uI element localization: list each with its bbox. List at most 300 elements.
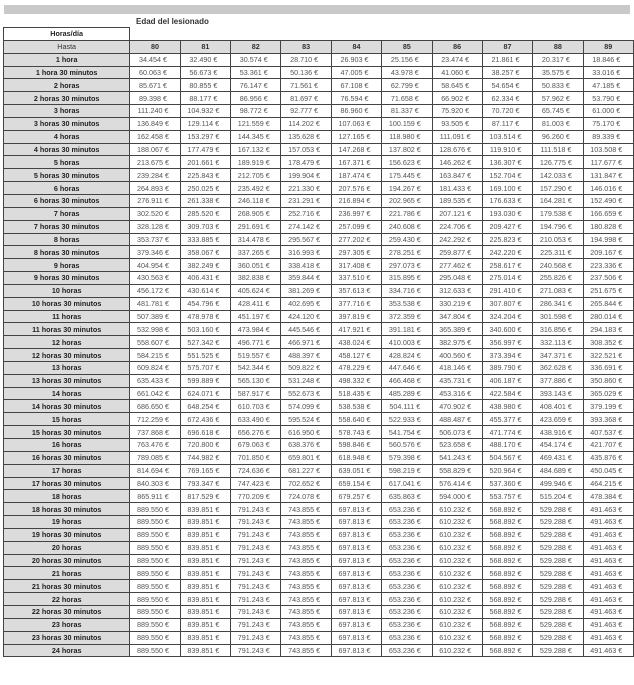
amount-cell: 209.427 € <box>482 220 532 233</box>
amount-cell: 252.716 € <box>281 207 331 220</box>
amount-cell: 488.397 € <box>281 349 331 362</box>
amount-cell: 62.334 € <box>482 92 532 105</box>
top-shaded-bar <box>4 5 630 14</box>
amount-cell: 697.813 € <box>331 567 381 580</box>
amount-cell: 610.703 € <box>231 400 281 413</box>
amount-cell: 250.025 € <box>180 182 230 195</box>
amount-cell: 261.338 € <box>180 194 230 207</box>
amount-cell: 142.033 € <box>533 169 583 182</box>
table-row <box>4 387 634 400</box>
amount-cell: 377.716 € <box>331 297 381 310</box>
amount-cell: 568.892 € <box>482 644 532 657</box>
amount-cell: 96.260 € <box>533 130 583 143</box>
amount-cell: 491.463 € <box>583 516 633 529</box>
row-label: 16 horas <box>4 439 130 452</box>
amount-cell: 889.550 € <box>130 618 180 631</box>
amount-cell: 176.633 € <box>482 194 532 207</box>
table-row <box>4 233 634 246</box>
amount-cell: 57.962 € <box>533 92 583 105</box>
table-row <box>4 323 634 336</box>
amount-cell: 301.598 € <box>533 310 583 323</box>
amount-cell: 724.078 € <box>281 490 331 503</box>
amount-cell: 529.288 € <box>533 503 583 516</box>
blank-cell <box>130 28 634 41</box>
row-label: 7 horas 30 minutos <box>4 220 130 233</box>
amount-cell: 455.377 € <box>482 413 532 426</box>
amount-cell: 485.289 € <box>382 387 432 400</box>
amount-cell: 119.910 € <box>482 143 532 156</box>
amount-cell: 445.546 € <box>281 323 331 336</box>
row-label: 11 horas <box>4 310 130 323</box>
row-label: 21 horas <box>4 567 130 580</box>
amount-cell: 147.268 € <box>331 143 381 156</box>
amount-cell: 889.550 € <box>130 631 180 644</box>
amount-cell: 87.117 € <box>482 117 532 130</box>
amount-cell: 469.431 € <box>533 451 583 464</box>
row-label: 18 horas <box>4 490 130 503</box>
amount-cell: 720.800 € <box>180 439 230 452</box>
amount-cell: 529.288 € <box>533 593 583 606</box>
amount-cell: 672.436 € <box>180 413 230 426</box>
amount-cell: 207.121 € <box>432 207 482 220</box>
amount-cell: 438.916 € <box>533 426 583 439</box>
row-label: 12 horas <box>4 336 130 349</box>
amount-cell: 224.706 € <box>432 220 482 233</box>
amount-cell: 23.474 € <box>432 53 482 66</box>
amount-cell: 522.933 € <box>382 413 432 426</box>
row-label: 20 horas <box>4 541 130 554</box>
amount-cell: 65.745 € <box>533 105 583 118</box>
amount-cell: 653.236 € <box>382 503 432 516</box>
amount-cell: 402.695 € <box>281 297 331 310</box>
row-label: 20 horas 30 minutos <box>4 554 130 567</box>
amount-cell: 499.946 € <box>533 477 583 490</box>
amount-cell: 193.030 € <box>482 207 532 220</box>
amount-cell: 286.341 € <box>533 297 583 310</box>
amount-cell: 458.127 € <box>331 349 381 362</box>
amount-cell: 538.538 € <box>331 400 381 413</box>
amount-cell: 428.824 € <box>382 349 432 362</box>
amount-cell: 478.229 € <box>331 361 381 374</box>
amount-cell: 552.673 € <box>281 387 331 400</box>
table-row <box>4 143 634 156</box>
amount-cell: 889.550 € <box>130 605 180 618</box>
amount-cell: 697.813 € <box>331 516 381 529</box>
amount-cell: 334.716 € <box>382 284 432 297</box>
amount-cell: 423.659 € <box>533 413 583 426</box>
amount-cell: 397.819 € <box>331 310 381 323</box>
amount-cell: 188.067 € <box>130 143 180 156</box>
amount-cell: 410.003 € <box>382 336 432 349</box>
amount-cell: 53.361 € <box>231 66 281 79</box>
amount-cell: 127.165 € <box>331 130 381 143</box>
amount-cell: 302.520 € <box>130 207 180 220</box>
table-row <box>4 105 634 118</box>
amount-cell: 551.525 € <box>180 349 230 362</box>
amount-cell: 520.964 € <box>482 464 532 477</box>
row-label: 23 horas 30 minutos <box>4 631 130 644</box>
amount-cell: 617.041 € <box>382 477 432 490</box>
amount-cell: 697.813 € <box>331 618 381 631</box>
amount-cell: 491.463 € <box>583 644 633 657</box>
amount-cell: 246.118 € <box>231 194 281 207</box>
amount-cell: 357.613 € <box>331 284 381 297</box>
amount-cell: 686.650 € <box>130 400 180 413</box>
amount-cell: 697.813 € <box>331 503 381 516</box>
amount-cell: 103.514 € <box>482 130 532 143</box>
amount-cell: 529.288 € <box>533 516 583 529</box>
amount-cell: 356.997 € <box>482 336 532 349</box>
amount-cell: 889.550 € <box>130 516 180 529</box>
amount-cell: 515.204 € <box>533 490 583 503</box>
amount-cell: 594.000 € <box>432 490 482 503</box>
amount-cell: 529.288 € <box>533 541 583 554</box>
amount-cell: 164.281 € <box>533 194 583 207</box>
amount-cell: 529.288 € <box>533 580 583 593</box>
amount-cell: 337.265 € <box>231 246 281 259</box>
age-header-80: 80 <box>130 40 180 53</box>
amount-cell: 653.236 € <box>382 618 432 631</box>
amount-cell: 131.847 € <box>583 169 633 182</box>
amount-cell: 568.892 € <box>482 631 532 644</box>
amount-cell: 610.232 € <box>432 503 482 516</box>
amount-cell: 653.236 € <box>382 605 432 618</box>
amount-cell: 438.024 € <box>331 336 381 349</box>
amount-cell: 315.895 € <box>382 272 432 285</box>
amount-cell: 418.146 € <box>432 361 482 374</box>
amount-cell: 428.411 € <box>231 297 281 310</box>
amount-cell: 333.885 € <box>180 233 230 246</box>
amount-cell: 491.463 € <box>583 503 633 516</box>
row-label: 13 horas <box>4 361 130 374</box>
amount-cell: 216.894 € <box>331 194 381 207</box>
table-body <box>4 28 634 657</box>
amount-cell: 61.000 € <box>583 105 633 118</box>
table-row <box>4 53 634 66</box>
amount-cell: 25.156 € <box>382 53 432 66</box>
amount-cell: 610.232 € <box>432 593 482 606</box>
row-label: 4 horas <box>4 130 130 143</box>
amount-cell: 587.917 € <box>231 387 281 400</box>
amount-cell: 653.236 € <box>382 516 432 529</box>
amount-cell: 491.463 € <box>583 618 633 631</box>
amount-cell: 889.550 € <box>130 503 180 516</box>
amount-cell: 504.111 € <box>382 400 432 413</box>
amount-cell: 791.243 € <box>231 503 281 516</box>
row-label: 15 horas <box>4 413 130 426</box>
amount-cell: 584.215 € <box>130 349 180 362</box>
amount-cell: 54.654 € <box>482 79 532 92</box>
amount-cell: 791.243 € <box>231 567 281 580</box>
amount-cell: 697.813 € <box>331 528 381 541</box>
amount-cell: 360.051 € <box>231 259 281 272</box>
header-row <box>4 40 634 53</box>
amount-cell: 225.823 € <box>482 233 532 246</box>
amount-cell: 697.813 € <box>331 605 381 618</box>
amount-cell: 417.921 € <box>331 323 381 336</box>
amount-cell: 791.243 € <box>231 528 281 541</box>
amount-cell: 146.016 € <box>583 182 633 195</box>
amount-cell: 504.567 € <box>482 451 532 464</box>
amount-cell: 81.337 € <box>382 105 432 118</box>
amount-cell: 314.478 € <box>231 233 281 246</box>
amount-cell: 358.067 € <box>180 246 230 259</box>
amount-cell: 653.236 € <box>382 644 432 657</box>
amount-cell: 839.851 € <box>180 605 230 618</box>
amount-cell: 839.851 € <box>180 528 230 541</box>
amount-cell: 373.394 € <box>482 349 532 362</box>
amount-cell: 75.170 € <box>583 117 633 130</box>
row-label: 4 horas 30 minutos <box>4 143 130 156</box>
amount-cell: 430.563 € <box>130 272 180 285</box>
amount-cell: 404.954 € <box>130 259 180 272</box>
table-row <box>4 618 634 631</box>
amount-cell: 610.232 € <box>432 631 482 644</box>
amount-cell: 291.410 € <box>482 284 532 297</box>
amount-cell: 610.232 € <box>432 554 482 567</box>
amount-cell: 889.550 € <box>130 554 180 567</box>
row-label: 10 horas 30 minutos <box>4 297 130 310</box>
amount-cell: 340.600 € <box>482 323 532 336</box>
row-label: 17 horas <box>4 464 130 477</box>
row-label: 11 horas 30 minutos <box>4 323 130 336</box>
row-label: 9 horas 30 minutos <box>4 272 130 285</box>
amount-cell: 199.904 € <box>281 169 331 182</box>
amount-cell: 839.851 € <box>180 644 230 657</box>
amount-cell: 153.297 € <box>180 130 230 143</box>
amount-cell: 579.398 € <box>382 451 432 464</box>
amount-cell: 435.731 € <box>432 374 482 387</box>
amount-cell: 365.029 € <box>583 387 633 400</box>
amount-cell: 239.284 € <box>130 169 180 182</box>
amount-cell: 565.130 € <box>231 374 281 387</box>
amount-cell: 488.170 € <box>482 439 532 452</box>
age-header-84: 84 <box>331 40 381 53</box>
row-label: 5 horas 30 minutos <box>4 169 130 182</box>
table-row <box>4 297 634 310</box>
amount-cell: 117.677 € <box>583 156 633 169</box>
amount-cell: 258.617 € <box>482 259 532 272</box>
amount-cell: 527.342 € <box>180 336 230 349</box>
amount-cell: 322.521 € <box>583 349 633 362</box>
amount-cell: 213.675 € <box>130 156 180 169</box>
amount-cell: 531.248 € <box>281 374 331 387</box>
amount-cell: 496.771 € <box>231 336 281 349</box>
amount-cell: 379.346 € <box>130 246 180 259</box>
amount-cell: 519.557 € <box>231 349 281 362</box>
amount-cell: 865.911 € <box>130 490 180 503</box>
amount-cell: 491.463 € <box>583 528 633 541</box>
table-row <box>4 272 634 285</box>
amount-cell: 175.445 € <box>382 169 432 182</box>
amount-cell: 889.550 € <box>130 593 180 606</box>
amount-cell: 379.199 € <box>583 400 633 413</box>
amount-cell: 791.243 € <box>231 580 281 593</box>
table-row <box>4 220 634 233</box>
amount-cell: 653.236 € <box>382 541 432 554</box>
table-row <box>4 310 634 323</box>
amount-cell: 743.855 € <box>281 503 331 516</box>
amount-cell: 466.468 € <box>382 374 432 387</box>
amount-cell: 35.575 € <box>533 66 583 79</box>
row-label: 1 hora <box>4 53 130 66</box>
age-caption: Edad del lesionado <box>136 17 209 26</box>
age-header-81: 81 <box>180 40 230 53</box>
amount-cell: 30.574 € <box>231 53 281 66</box>
age-header-82: 82 <box>231 40 281 53</box>
row-label: 14 horas <box>4 387 130 400</box>
amount-cell: 568.892 € <box>482 593 532 606</box>
amount-cell: 648.254 € <box>180 400 230 413</box>
amount-cell: 697.813 € <box>331 644 381 657</box>
row-label: 23 horas <box>4 618 130 631</box>
amount-cell: 568.892 € <box>482 605 532 618</box>
table-row <box>4 516 634 529</box>
amount-cell: 178.479 € <box>281 156 331 169</box>
amount-cell: 839.851 € <box>180 618 230 631</box>
amount-cell: 659.154 € <box>331 477 381 490</box>
amount-cell: 542.344 € <box>231 361 281 374</box>
amount-cell: 839.851 € <box>180 631 230 644</box>
table-row <box>4 554 634 567</box>
amount-cell: 791.243 € <box>231 618 281 631</box>
amount-cell: 743.855 € <box>281 541 331 554</box>
amount-cell: 194.267 € <box>382 182 432 195</box>
amount-cell: 47.005 € <box>331 66 381 79</box>
amount-cell: 568.892 € <box>482 567 532 580</box>
amount-cell: 231.291 € <box>281 194 331 207</box>
amount-cell: 236.997 € <box>331 207 381 220</box>
amount-cell: 484.689 € <box>533 464 583 477</box>
amount-cell: 297.073 € <box>382 259 432 272</box>
amount-cell: 111.518 € <box>533 143 583 156</box>
amount-cell: 268.905 € <box>231 207 281 220</box>
table-row <box>4 130 634 143</box>
amount-cell: 264.893 € <box>130 182 180 195</box>
table-row <box>4 246 634 259</box>
amount-cell: 359.844 € <box>281 272 331 285</box>
amount-cell: 38.257 € <box>482 66 532 79</box>
amount-cell: 541.243 € <box>432 451 482 464</box>
amount-cell: 791.243 € <box>231 644 281 657</box>
amount-cell: 701.850 € <box>231 451 281 464</box>
amount-cell: 743.855 € <box>281 580 331 593</box>
amount-cell: 653.236 € <box>382 554 432 567</box>
amount-cell: 126.775 € <box>533 156 583 169</box>
amount-cell: 407.537 € <box>583 426 633 439</box>
amount-cell: 791.243 € <box>231 605 281 618</box>
amount-cell: 393.368 € <box>583 413 633 426</box>
amount-cell: 32.490 € <box>180 53 230 66</box>
amount-cell: 743.855 € <box>281 554 331 567</box>
amount-cell: 382.249 € <box>180 259 230 272</box>
amount-cell: 491.463 € <box>583 631 633 644</box>
amount-cell: 271.083 € <box>533 284 583 297</box>
amount-cell: 743.855 € <box>281 516 331 529</box>
amount-cell: 391.181 € <box>382 323 432 336</box>
amount-cell: 553.757 € <box>482 490 532 503</box>
amount-cell: 393.143 € <box>533 387 583 400</box>
amount-cell: 347.804 € <box>432 310 482 323</box>
amount-cell: 209.167 € <box>583 246 633 259</box>
amount-cell: 274.142 € <box>281 220 331 233</box>
amount-cell: 177.479 € <box>180 143 230 156</box>
amount-cell: 353.538 € <box>382 297 432 310</box>
amount-cell: 599.889 € <box>180 374 230 387</box>
table-row <box>4 439 634 452</box>
amount-cell: 473.984 € <box>231 323 281 336</box>
amount-cell: 163.847 € <box>432 169 482 182</box>
amount-cell: 242.220 € <box>482 246 532 259</box>
table-row <box>4 413 634 426</box>
amount-cell: 242.292 € <box>432 233 482 246</box>
column-header-hasta: Hasta <box>4 40 130 53</box>
row-label: 24 horas <box>4 644 130 657</box>
amount-cell: 743.855 € <box>281 631 331 644</box>
amount-cell: 202.965 € <box>382 194 432 207</box>
amount-cell: 251.675 € <box>583 284 633 297</box>
amount-cell: 744.982 € <box>180 451 230 464</box>
amount-cell: 791.243 € <box>231 554 281 567</box>
amount-cell: 21.861 € <box>482 53 532 66</box>
amount-cell: 406.431 € <box>180 272 230 285</box>
amount-cell: 659.801 € <box>281 451 331 464</box>
age-header-86: 86 <box>432 40 482 53</box>
amount-cell: 447.646 € <box>382 361 432 374</box>
amount-cell: 839.851 € <box>180 503 230 516</box>
table-row <box>4 66 634 79</box>
row-label: 16 horas 30 minutos <box>4 451 130 464</box>
amount-cell: 769.165 € <box>180 464 230 477</box>
amount-cell: 76.594 € <box>331 92 381 105</box>
amount-cell: 257.099 € <box>331 220 381 233</box>
row-label: 5 horas <box>4 156 130 169</box>
amount-cell: 889.550 € <box>130 580 180 593</box>
amount-cell: 157.053 € <box>281 143 331 156</box>
amount-cell: 26.903 € <box>331 53 381 66</box>
amount-cell: 635.863 € <box>382 490 432 503</box>
amount-cell: 277.202 € <box>331 233 381 246</box>
amount-cell: 491.463 € <box>583 605 633 618</box>
amount-cell: 747.423 € <box>231 477 281 490</box>
amount-cell: 653.236 € <box>382 580 432 593</box>
amount-cell: 136.307 € <box>482 156 532 169</box>
amount-cell: 491.463 € <box>583 567 633 580</box>
table-row <box>4 207 634 220</box>
amount-cell: 791.243 € <box>231 593 281 606</box>
row-label: 6 horas <box>4 182 130 195</box>
amount-cell: 152.704 € <box>482 169 532 182</box>
amount-cell: 128.676 € <box>432 143 482 156</box>
amount-cell: 295.567 € <box>281 233 331 246</box>
amount-cell: 221.330 € <box>281 182 331 195</box>
row-label: 3 horas <box>4 105 130 118</box>
amount-cell: 598.219 € <box>382 464 432 477</box>
row-label: 15 horas 30 minutos <box>4 426 130 439</box>
amount-cell: 529.288 € <box>533 554 583 567</box>
amount-cell: 400.560 € <box>432 349 482 362</box>
amount-cell: 466.971 € <box>281 336 331 349</box>
amount-cell: 104.932 € <box>180 105 230 118</box>
amount-cell: 80.855 € <box>180 79 230 92</box>
amount-cell: 111.240 € <box>130 105 180 118</box>
table-row <box>4 528 634 541</box>
amount-cell: 210.053 € <box>533 233 583 246</box>
amount-cell: 889.550 € <box>130 541 180 554</box>
amount-cell: 481.781 € <box>130 297 180 310</box>
amount-cell: 610.232 € <box>432 516 482 529</box>
table-row <box>4 194 634 207</box>
